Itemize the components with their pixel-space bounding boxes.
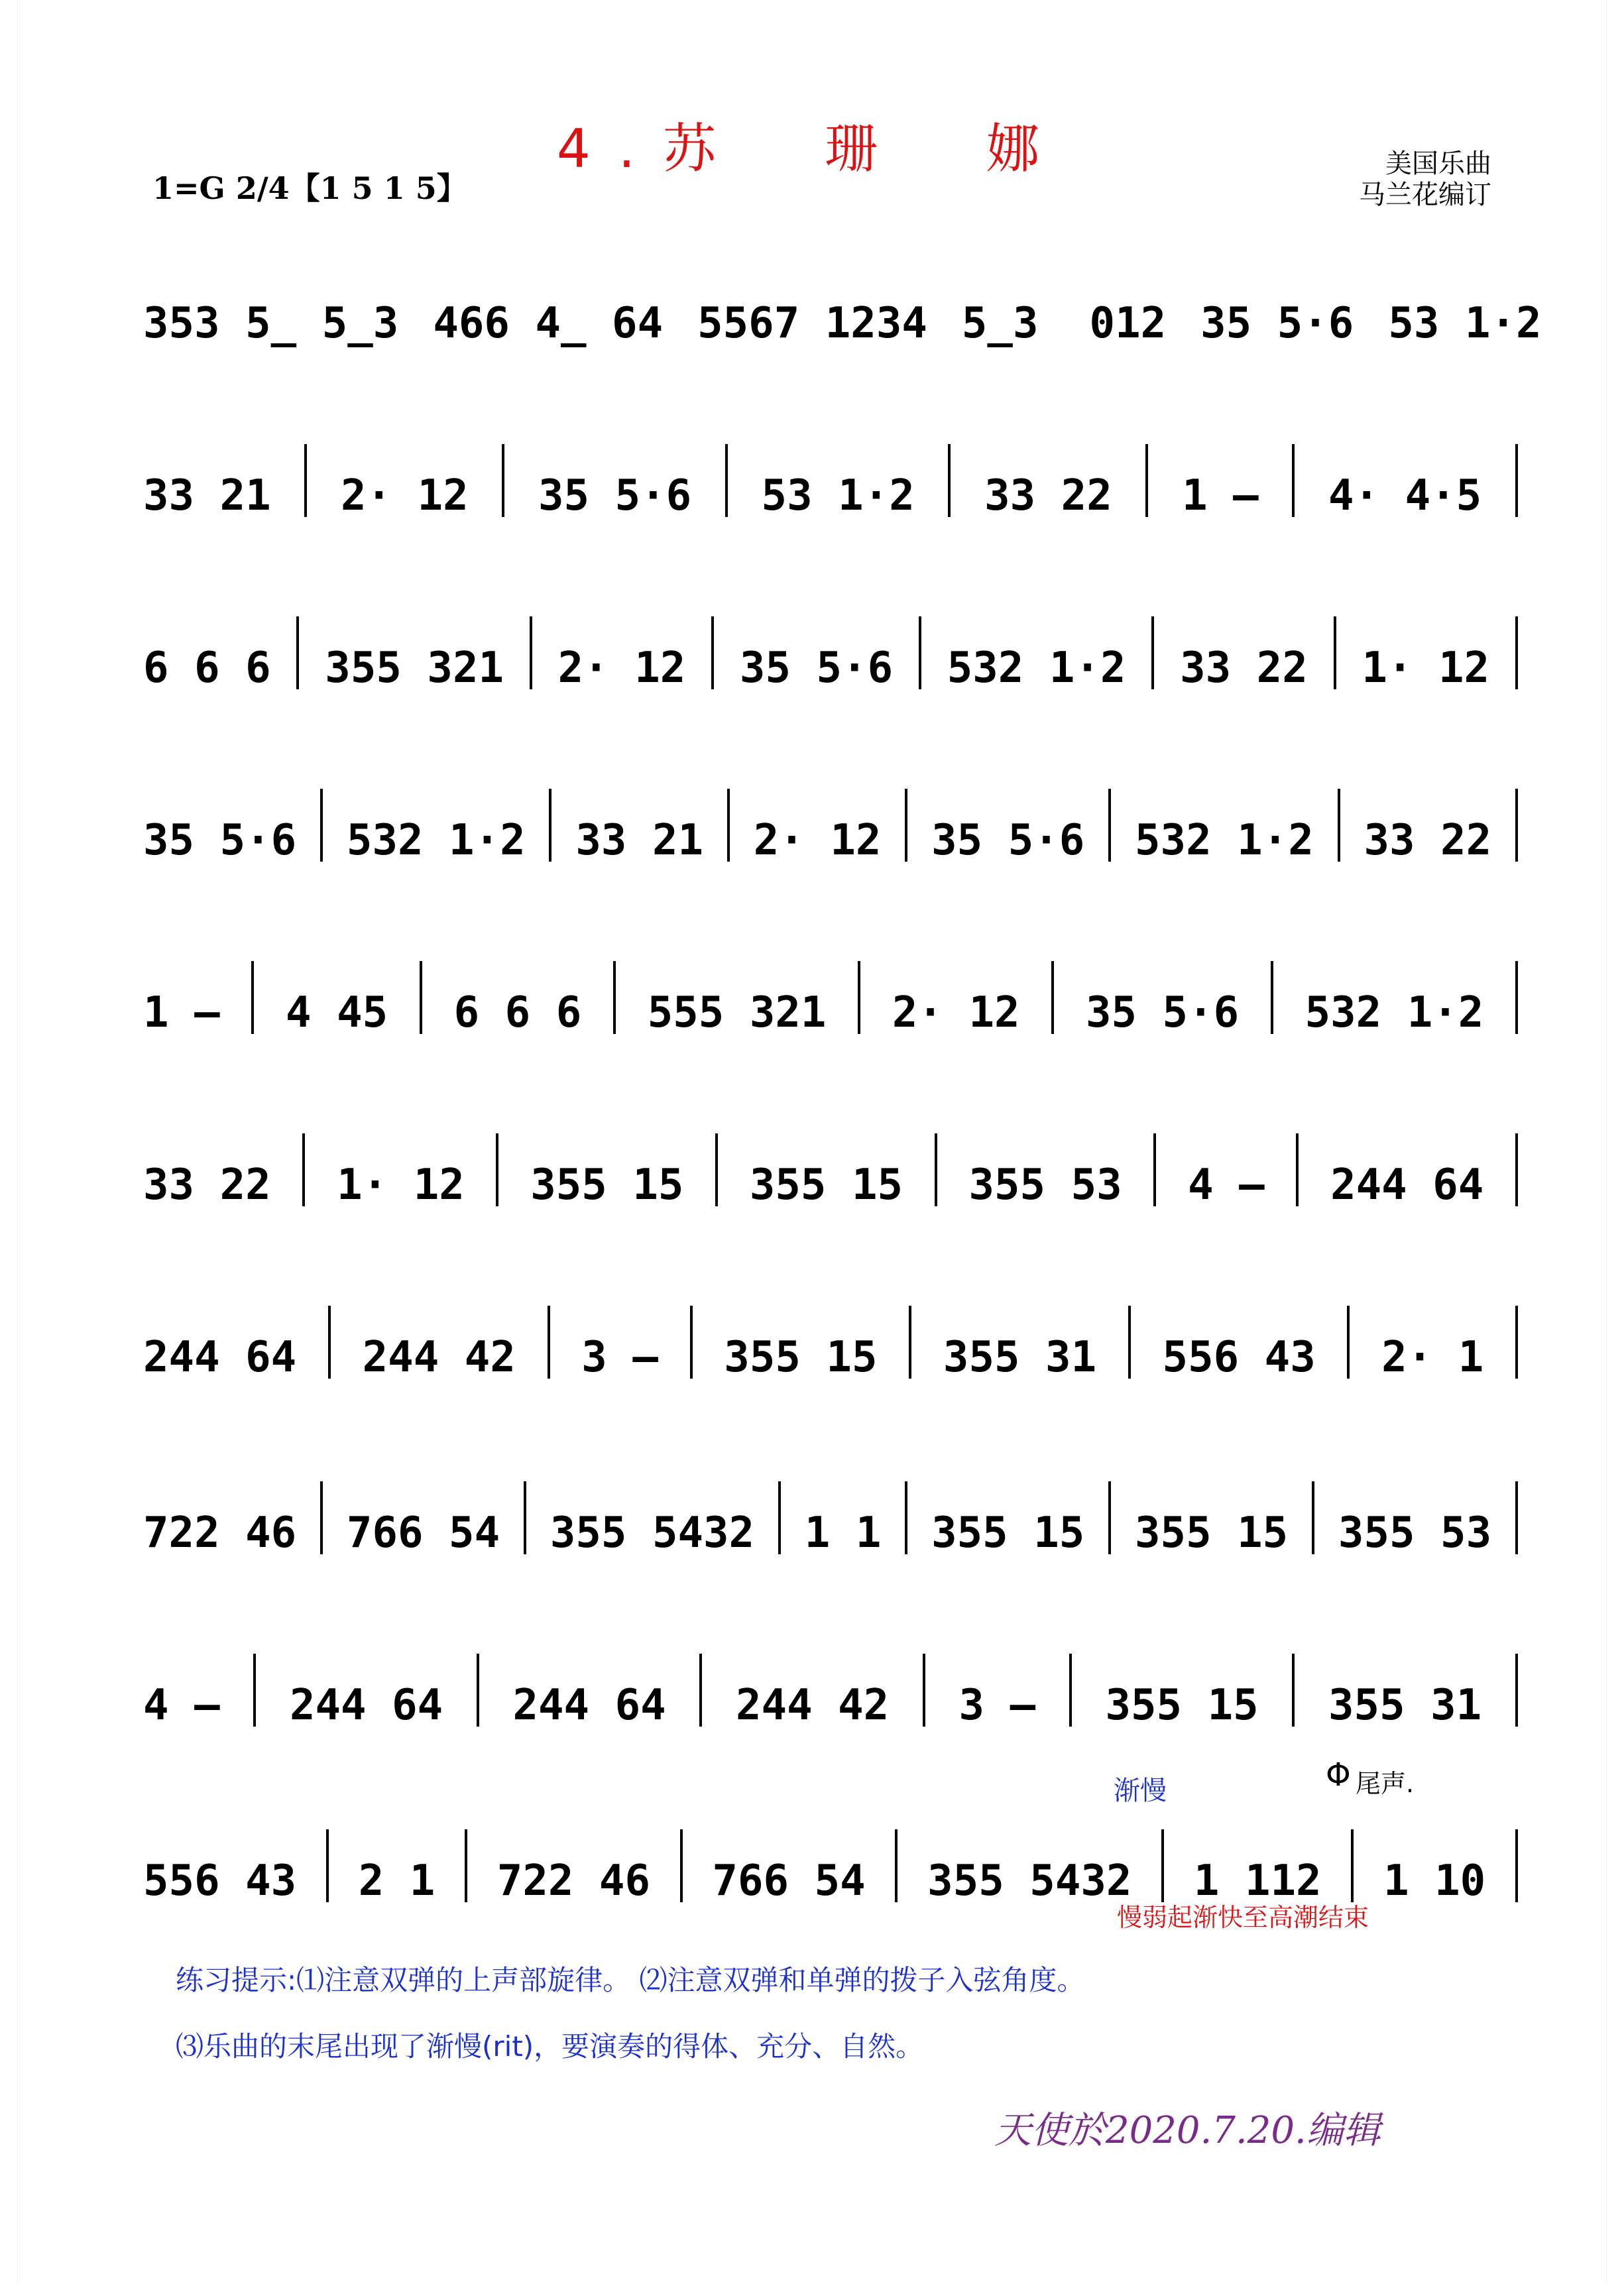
measure: 2· 1: [1381, 1333, 1484, 1382]
barline: [302, 1133, 305, 1206]
barline: [253, 1654, 256, 1727]
measure: 2· 12: [892, 988, 1020, 1037]
barline: [690, 1306, 693, 1379]
measure: 355 31: [943, 1333, 1097, 1382]
measure-group: [126, 954, 1518, 1037]
measure: 2· 12: [557, 644, 686, 693]
barline: [1312, 1481, 1314, 1554]
barline: [858, 961, 860, 1034]
score-row: [126, 954, 1518, 1037]
measure: 35 5·6: [739, 644, 894, 693]
barline: [1347, 1306, 1350, 1379]
measure-group: [126, 782, 1518, 865]
measure: 355 15: [530, 1161, 684, 1210]
barline: [1515, 1829, 1518, 1902]
barline: [715, 1133, 718, 1206]
measure: 35 5·6: [1085, 988, 1240, 1037]
barline: [725, 444, 728, 517]
measure: 33 22: [143, 1161, 271, 1210]
measure: 532 1·2: [346, 816, 526, 865]
measure: 5̲3 012: [961, 299, 1167, 348]
barline: [328, 1306, 331, 1379]
measure-group: [126, 610, 1518, 693]
barline: [1292, 444, 1295, 517]
measure: 355 15: [749, 1161, 903, 1210]
barline: [905, 789, 907, 862]
barline: [1108, 1481, 1111, 1554]
barline: [909, 1306, 911, 1379]
barline: [711, 616, 714, 689]
measure: 4 –: [1188, 1161, 1265, 1210]
score-row: [126, 1823, 1518, 1906]
barline: [1351, 1829, 1354, 1902]
barline: [1051, 961, 1054, 1034]
measure: 353 5̲ 5̲3: [143, 299, 399, 348]
measure: 722 46: [496, 1856, 650, 1906]
key-signature: 1=G 2/4【1 5 1 5】: [152, 170, 467, 206]
score-row: [126, 1299, 1518, 1382]
barline: [296, 616, 299, 689]
measure: 3 –: [958, 1681, 1036, 1730]
measure: 244 64: [512, 1681, 666, 1730]
measure: 5567 1234: [697, 299, 927, 348]
score-row: [126, 782, 1518, 865]
measure: 6 6 6: [143, 644, 271, 693]
barline: [699, 1654, 702, 1727]
measure: 355 321: [325, 644, 504, 693]
measure: 1 –: [143, 988, 220, 1037]
barline: [549, 789, 551, 862]
measure: 3 –: [581, 1333, 658, 1382]
barline: [1334, 616, 1336, 689]
measure-group: [126, 265, 1542, 348]
barline: [1271, 961, 1273, 1034]
barline: [1515, 1481, 1518, 1554]
measure: 33 22: [1180, 644, 1308, 693]
measure: 6 6 6: [453, 988, 582, 1037]
measure: 1 10: [1383, 1856, 1486, 1906]
barline: [524, 1481, 526, 1554]
measure: 4· 4·5: [1328, 471, 1482, 520]
measure-group: [126, 1475, 1518, 1558]
ending-label: 尾声.: [1356, 1769, 1415, 1798]
barline: [1145, 444, 1148, 517]
barline: [251, 961, 254, 1034]
measure-group: [126, 1127, 1518, 1210]
measure: 53 1·2: [1388, 299, 1542, 348]
practice-tip-1: 练习提示:⑴注意双弹的上声部旋律。 ⑵注意双弹和单弹的拨子入弦角度。: [176, 1964, 1085, 1996]
score-row: [126, 1127, 1518, 1210]
barline: [320, 1481, 323, 1554]
measure: 33 21: [143, 471, 271, 520]
barline: [496, 1133, 498, 1206]
right-margin-strip: [1606, 0, 1624, 2284]
barline: [1515, 1306, 1518, 1379]
measure: 722 46: [143, 1509, 297, 1558]
page-title: 4.苏 珊 娜: [556, 118, 1068, 180]
measure: 355 15: [1105, 1681, 1259, 1730]
barline: [1515, 1654, 1518, 1727]
barline: [1515, 961, 1518, 1034]
coda-symbol: Φ: [1326, 1756, 1351, 1794]
measure: 766 54: [712, 1856, 866, 1906]
barline: [320, 789, 323, 862]
measure: 1 –: [1182, 471, 1259, 520]
barline: [1292, 1654, 1295, 1727]
measure: 532 1·2: [947, 644, 1126, 693]
score-row: [126, 437, 1518, 520]
measure: 35 5·6: [1200, 299, 1354, 348]
measure: 2· 12: [753, 816, 882, 865]
measure: 766 54: [346, 1509, 500, 1558]
barline: [895, 1829, 898, 1902]
measure: 1· 12: [1362, 644, 1489, 693]
barline: [1515, 616, 1518, 689]
measure-group: [126, 437, 1518, 520]
composer-credit: 美国乐曲: [1385, 148, 1491, 179]
measure: 556 43: [143, 1856, 297, 1906]
measure: 355 15: [1135, 1509, 1289, 1558]
barline: [326, 1829, 329, 1902]
barline: [935, 1133, 937, 1206]
score-row: [126, 1475, 1518, 1558]
measure: 244 42: [736, 1681, 890, 1730]
barline: [1069, 1654, 1072, 1727]
measure: 4 –: [143, 1681, 220, 1730]
barline: [548, 1306, 550, 1379]
measure: 1 1: [804, 1509, 882, 1558]
barline: [948, 444, 951, 517]
barline: [1153, 1133, 1156, 1206]
measure: 244 42: [362, 1333, 516, 1382]
score-row: [126, 610, 1518, 693]
measure: 355 15: [931, 1509, 1085, 1558]
signature: 天使於2020.7.20.编辑: [994, 2109, 1381, 2152]
measure: 33 22: [1363, 816, 1492, 865]
measure: 532 1·2: [1135, 816, 1314, 865]
barline: [680, 1829, 683, 1902]
measure: 244 64: [289, 1681, 443, 1730]
measure: 35 5·6: [931, 816, 1085, 865]
barline: [502, 444, 504, 517]
measure: 33 22: [984, 471, 1112, 520]
measure: 1· 12: [337, 1161, 465, 1210]
measure: 4 45: [286, 988, 388, 1037]
barline: [905, 1481, 907, 1554]
measure: 466 4̲ 64: [433, 299, 664, 348]
measure: 355 5432: [927, 1856, 1132, 1906]
score-row: [126, 1647, 1518, 1730]
barline: [1161, 1829, 1164, 1902]
measure: 355 53: [968, 1161, 1122, 1210]
measure: 53 1·2: [761, 471, 915, 520]
barline: [530, 616, 532, 689]
measure: 355 31: [1328, 1681, 1482, 1730]
measure: 555 321: [647, 988, 827, 1037]
measure: 2 1: [358, 1856, 435, 1906]
measure-group: [126, 1823, 1518, 1906]
barline: [778, 1481, 781, 1554]
left-margin-strip: [0, 0, 18, 2284]
barline: [1515, 789, 1518, 862]
score-row: [126, 265, 1542, 348]
barline: [613, 961, 616, 1034]
measure: 244 64: [1330, 1161, 1484, 1210]
barline: [1296, 1133, 1299, 1206]
barline: [420, 961, 422, 1034]
barline: [1515, 444, 1518, 517]
barline: [1151, 616, 1154, 689]
practice-tip-2: ⑶乐曲的末尾出现了渐慢(rit)，要演奏的得体、充分、自然。: [176, 2030, 924, 2063]
measure: 35 5·6: [143, 816, 297, 865]
measure: 244 64: [143, 1333, 297, 1382]
arranger-credit: 马兰花编订: [1359, 180, 1491, 210]
barline: [923, 1654, 925, 1727]
barline: [304, 444, 307, 517]
barline: [1108, 789, 1111, 862]
measure: 2· 12: [341, 471, 469, 520]
measure: 556 43: [1162, 1333, 1316, 1382]
barline: [465, 1829, 467, 1902]
measure: 355 15: [724, 1333, 878, 1382]
barline: [1338, 789, 1340, 862]
barline: [1128, 1306, 1131, 1379]
measure: 1 112: [1193, 1856, 1322, 1906]
measure: 35 5·6: [538, 471, 692, 520]
measure: 355 53: [1338, 1509, 1492, 1558]
ending-instruction: 慢弱起渐快至高潮结束: [1117, 1903, 1369, 1932]
barline: [477, 1654, 479, 1727]
measure-group: [126, 1299, 1518, 1382]
measure: 532 1·2: [1305, 988, 1484, 1037]
barline: [919, 616, 921, 689]
measure: 355 5432: [550, 1509, 755, 1558]
barline: [727, 789, 730, 862]
barline: [1515, 1133, 1518, 1206]
measure: 33 21: [575, 816, 703, 865]
rit-marking: 渐慢: [1114, 1776, 1167, 1806]
measure-group: [126, 1647, 1518, 1730]
